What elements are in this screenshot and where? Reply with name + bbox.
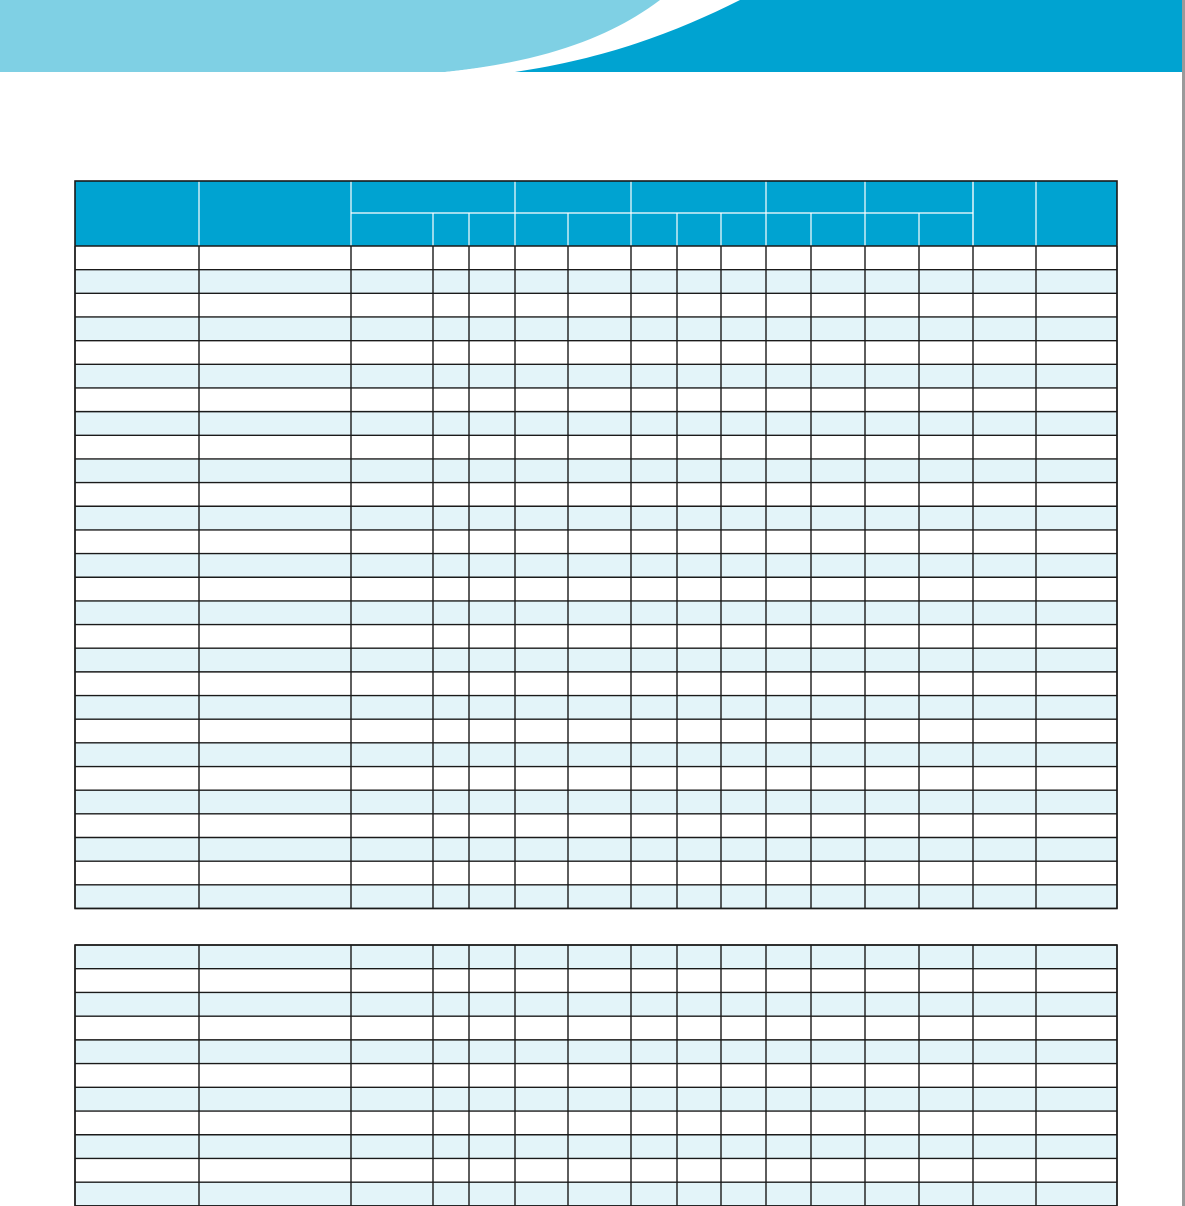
table-row: [75, 1158, 1117, 1182]
table-row: [75, 317, 1117, 341]
table-row: [75, 1087, 1117, 1111]
table-row: [75, 246, 1117, 270]
table-row: [75, 459, 1117, 483]
table-row: [75, 672, 1117, 696]
table-row: [75, 814, 1117, 838]
table-row: [75, 969, 1117, 993]
table-row: [75, 364, 1117, 388]
table-row: [75, 790, 1117, 814]
table-row: [75, 696, 1117, 720]
table-row: [75, 388, 1117, 412]
main-table: [75, 181, 1117, 908]
table-row: [75, 1016, 1117, 1040]
table-row: [75, 293, 1117, 317]
table-row: [75, 743, 1117, 767]
table-row: [75, 483, 1117, 507]
table-row: [75, 1182, 1117, 1206]
table-row: [75, 601, 1117, 625]
table-row: [75, 270, 1117, 294]
table-row: [75, 341, 1117, 365]
table-row: [75, 554, 1117, 578]
table-row: [75, 577, 1117, 601]
table-row: [75, 1040, 1117, 1064]
table-row: [75, 1064, 1117, 1088]
table-row: [75, 767, 1117, 791]
table-row: [75, 1135, 1117, 1159]
table-row: [75, 412, 1117, 436]
table-row: [75, 648, 1117, 672]
table-row: [75, 861, 1117, 885]
table-row: [75, 435, 1117, 459]
secondary-table: [75, 945, 1117, 1206]
table-row: [75, 530, 1117, 554]
table-row: [75, 945, 1117, 969]
table-row: [75, 625, 1117, 649]
table-row: [75, 885, 1117, 909]
table-row: [75, 838, 1117, 862]
table-row: [75, 992, 1117, 1016]
table-row: [75, 719, 1117, 743]
table-row: [75, 1111, 1117, 1135]
table-row: [75, 506, 1117, 530]
